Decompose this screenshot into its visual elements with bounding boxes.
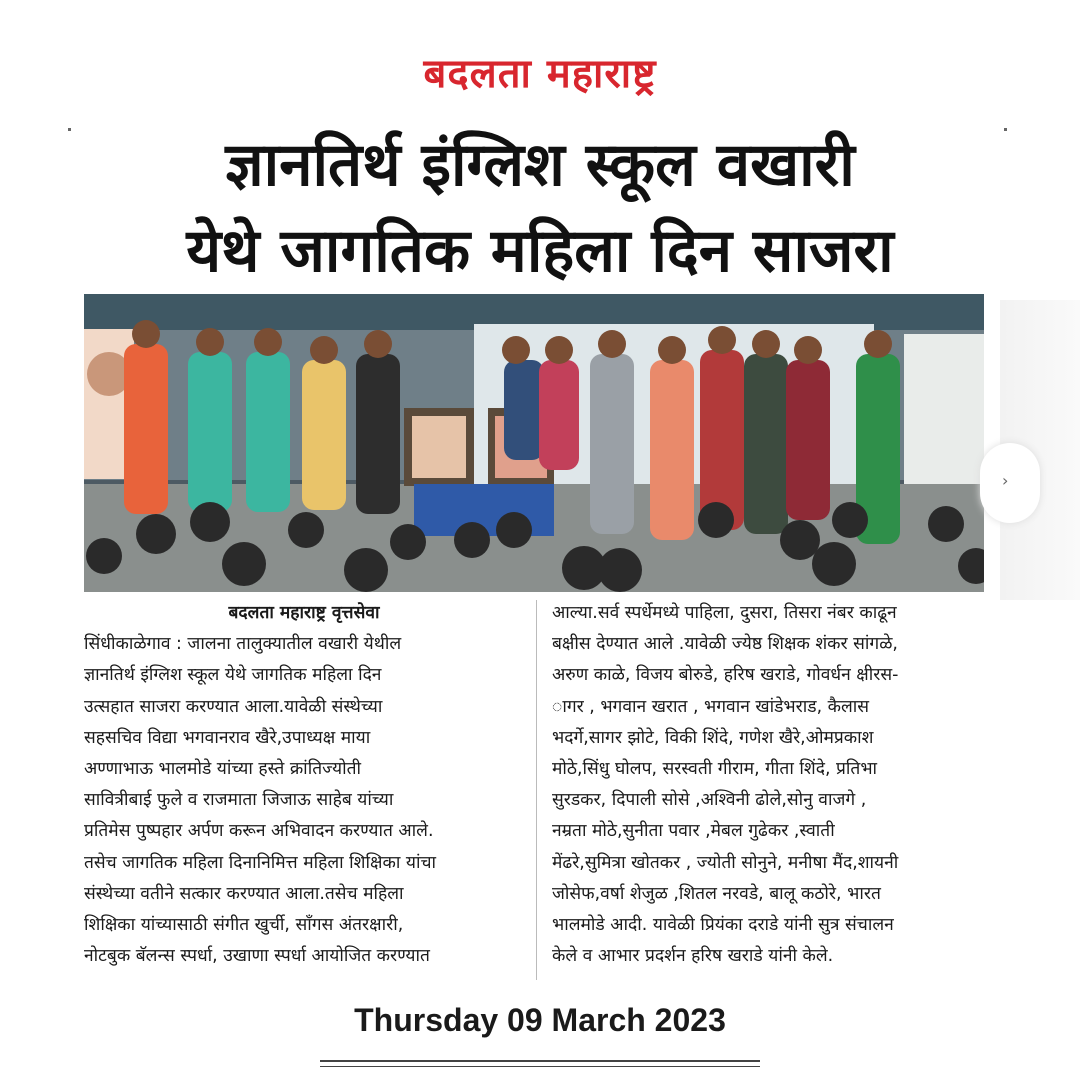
headline-line-2: येथे जागतिक महिला दिन साजरा	[186, 216, 894, 286]
chevron-right-icon: ›	[1002, 471, 1009, 490]
article-line: भालमोडे आदी. यावेळी प्रियंका दराडे यांनी सुत्र संचालन	[552, 915, 894, 936]
article-line: मोठे,सिंधु घोलप, सरस्वती गीराम, गीता शिंदे, प्रतिभा	[552, 759, 878, 780]
article-line: भदर्गे,सागर झोटे, विकी शिंदे, गणेश खैरे,ओमप्रकाश	[552, 727, 874, 748]
article-line: अरुण काळे, विजय बोरुडे, हरिष खराडे, गोवर्धन क्षीरस-	[552, 665, 899, 686]
article-line: केले व आभार प्रदर्शन हरिष खराडे यांनी केले.	[552, 946, 834, 967]
column-divider	[536, 600, 537, 980]
article-line: नम्रता मोठे,सुनीता पवार ,मेबल गुढेकर ,स्वाती	[552, 821, 835, 842]
article-line: सिंधीकाळेगाव : जालना तालुक्यातील वखारी येथील	[84, 634, 402, 655]
article-line: ागर , भगवान खरात , भगवान खांडेभराड, कैलास	[552, 696, 870, 717]
event-photo	[84, 294, 984, 592]
article-line: सावित्रीबाई फुले व राजमाता जिजाऊ साहेब यांच्या	[84, 790, 394, 811]
masthead-title: बदलता महाराष्ट्र	[423, 51, 657, 97]
article-column-right	[552, 598, 988, 972]
publication-date: Thursday 09 March 2023	[354, 1002, 726, 1038]
article-column-left	[84, 598, 524, 972]
article-line: अण्णाभाऊ भालमोडे यांच्या हस्ते क्रांतिज्योती	[84, 759, 362, 780]
article-line: मेंढरे,सुमित्रा खोतकर , ज्योती सोनुने, मनीषा मैंद,शायनी	[552, 852, 899, 873]
article-line: उत्सहात साजरा करण्यात आला.यावेळी संस्थेच्या	[84, 696, 383, 717]
footer-rule	[320, 1060, 760, 1062]
article-line: ज्ञानतिर्थ इंग्लिश स्कूल येथे जागतिक महिला दिन	[84, 665, 382, 686]
article-line: आल्या.सर्व स्पर्धेमध्ये पाहिला, दुसरा, तिसरा नंबर काढून	[552, 603, 897, 623]
article-line: बक्षीस देण्यात आले .यावेळी ज्येष्ठ शिक्षक शंकर सांगळे,	[552, 634, 898, 655]
headline-line-1: ज्ञानतिर्थ इंग्लिश स्कूल वखारी	[225, 130, 855, 200]
article-line: सहसचिव विद्या भगवानराव खैरे,उपाध्यक्ष माया	[84, 727, 371, 748]
article-line: तसेच जागतिक महिला दिनानिमित्त महिला शिक्षिका यांचा	[84, 852, 436, 873]
footer-rule	[320, 1066, 760, 1067]
article-line: शिक्षिका यांच्यासाठी संगीत खुर्ची, सॉंगस अंतरक्षारी,	[84, 915, 404, 936]
article-line: जोसेफ,वर्षा शेजुळ ,शितल नरवडे, बालू कठोरे, भारत	[552, 883, 881, 904]
article-byline: बदलता महाराष्ट्र वृत्तसेवा	[228, 603, 380, 623]
article-line: सुरडकर, दिपाली सोसे ,अश्विनी ढोले,सोनु वाजगे ,	[552, 790, 867, 811]
article-line: प्रतिमेस पुष्पहार अर्पण करून अभिवादन करण्यात आले.	[84, 821, 434, 842]
scroll-handle[interactable]	[980, 443, 1040, 523]
article-line: नोटबुक बॅलन्स स्पर्धा, उखाणा स्पर्धा आयोजित करण्यात	[84, 946, 430, 967]
article-line: संस्थेच्या वतीने सत्कार करण्यात आला.तसेच महिला	[84, 883, 404, 904]
headline	[60, 122, 1020, 294]
